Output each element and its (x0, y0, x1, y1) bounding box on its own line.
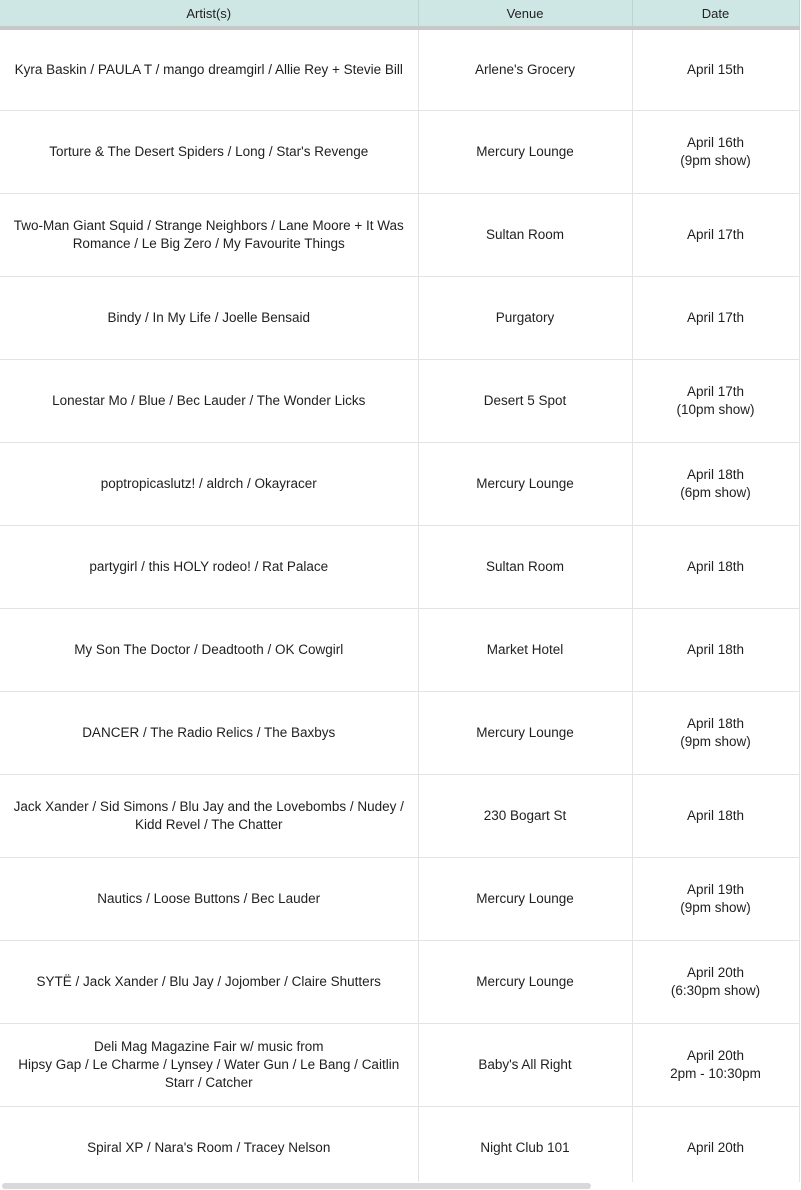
date-cell[interactable] (632, 1107, 799, 1183)
date-cell-text: (6:30pm show) (670, 983, 761, 998)
table-row (0, 775, 799, 858)
venue-cell[interactable]: Arlene's Grocery (418, 28, 632, 111)
date-cell-text: April 18th (686, 467, 745, 482)
date-cell[interactable] (632, 858, 799, 941)
artist-cell-text: Spiral XP / Nara's Room / Tracey Nelson (87, 1140, 331, 1155)
venue-cell[interactable]: Baby's All Right (418, 1024, 632, 1107)
date-cell-text: (6pm show) (680, 485, 751, 500)
table-row (0, 277, 799, 360)
venue-cell[interactable]: Mercury Lounge (418, 111, 632, 194)
table-row (0, 28, 799, 111)
artist-cell[interactable] (0, 692, 418, 775)
venue-cell[interactable]: Mercury Lounge (418, 443, 632, 526)
table-row (0, 1107, 799, 1183)
artist-cell-text: Deli Mag Magazine Fair w/ music from (93, 1039, 324, 1054)
table-row (0, 526, 799, 609)
table-row (0, 941, 799, 1024)
column-header-date[interactable]: Date (632, 0, 799, 28)
artist-cell-text: Nautics / Loose Buttons / Bec Lauder (97, 891, 321, 906)
table-row (0, 858, 799, 941)
artist-cell-text: poptropicaslutz! / aldrch / Okayracer (100, 476, 317, 491)
artist-cell[interactable] (0, 443, 418, 526)
date-cell-text: April 16th (686, 135, 745, 150)
date-cell[interactable] (632, 194, 799, 277)
date-cell-text: April 20th (686, 965, 745, 980)
date-cell[interactable] (632, 941, 799, 1024)
artist-cell[interactable] (0, 194, 418, 277)
artist-cell-text: SYTË / Jack Xander / Blu Jay / Jojomber / Claire Shutters (36, 974, 381, 989)
date-cell-text: April 18th (686, 559, 745, 574)
artist-cell[interactable] (0, 609, 418, 692)
artist-cell[interactable] (0, 1107, 418, 1183)
artist-cell[interactable] (0, 277, 418, 360)
date-cell-text: April 20th (686, 1140, 745, 1155)
date-cell-text: (9pm show) (680, 153, 751, 168)
artist-cell[interactable] (0, 941, 418, 1024)
venue-cell[interactable]: Market Hotel (418, 609, 632, 692)
table-row (0, 443, 799, 526)
date-cell-text: April 17th (686, 227, 745, 242)
date-cell-text: April 18th (686, 808, 745, 823)
scrollbar-thumb[interactable] (2, 1183, 591, 1189)
venue-cell[interactable]: Desert 5 Spot (418, 360, 632, 443)
column-header-artist[interactable]: Artist(s) (0, 0, 418, 28)
artist-cell[interactable] (0, 360, 418, 443)
date-cell[interactable] (632, 526, 799, 609)
date-cell-text: (10pm show) (676, 402, 755, 417)
date-cell[interactable] (632, 360, 799, 443)
artist-cell-text: My Son The Doctor / Deadtooth / OK Cowgirl (74, 642, 344, 657)
artist-cell-text: Bindy / In My Life / Joelle Bensaid (107, 310, 311, 325)
date-cell-text: 2pm - 10:30pm (670, 1066, 761, 1081)
artist-cell[interactable] (0, 858, 418, 941)
artist-cell-text: Hipsy Gap / Le Charme / Lynsey / Water Gun / Le Bang / Caitlin Starr / Catcher (18, 1057, 400, 1090)
date-cell-text: April 18th (686, 716, 745, 731)
artist-cell-text: DANCER / The Radio Relics / The Baxbys (82, 725, 336, 740)
horizontal-scrollbar[interactable] (0, 1182, 801, 1190)
column-header-venue[interactable]: Venue (418, 0, 632, 28)
date-cell-text: April 19th (686, 882, 745, 897)
artist-cell-text: Torture & The Desert Spiders / Long / Star's Revenge (49, 144, 369, 159)
date-cell-text: (9pm show) (680, 900, 751, 915)
artist-cell[interactable] (0, 28, 418, 111)
artist-cell-text: Kyra Baskin / PAULA T / mango dreamgirl / Allie Rey + Stevie Bill (14, 62, 403, 77)
artist-cell[interactable] (0, 775, 418, 858)
date-cell[interactable] (632, 609, 799, 692)
table-row (0, 360, 799, 443)
date-cell-text: April 17th (686, 310, 745, 325)
date-cell[interactable] (632, 775, 799, 858)
venue-cell[interactable]: 230 Bogart St (418, 775, 632, 858)
table-body (0, 28, 799, 1182)
header-row (0, 0, 799, 28)
table-row (0, 1024, 799, 1107)
table-row (0, 692, 799, 775)
date-cell[interactable] (632, 111, 799, 194)
date-cell[interactable] (632, 443, 799, 526)
venue-cell[interactable]: Night Club 101 (418, 1107, 632, 1183)
venue-cell[interactable]: Mercury Lounge (418, 858, 632, 941)
artist-cell-text: Two-Man Giant Squid / Strange Neighbors / Lane Moore + It Was Romance / Le Big Zero / My Favourite Things (13, 218, 404, 251)
date-cell-text: (9pm show) (680, 734, 751, 749)
venue-cell[interactable]: Mercury Lounge (418, 692, 632, 775)
artist-cell[interactable] (0, 111, 418, 194)
table-row (0, 111, 799, 194)
date-cell[interactable] (632, 28, 799, 111)
date-cell[interactable] (632, 1024, 799, 1107)
artist-cell-text: Jack Xander / Sid Simons / Blu Jay and the Lovebombs / Nudey / Kidd Revel / The Chatter (13, 799, 404, 832)
artist-cell-text: Lonestar Mo / Blue / Bec Lauder / The Wonder Licks (52, 393, 366, 408)
date-cell-text: April 18th (686, 642, 745, 657)
artist-cell[interactable] (0, 526, 418, 609)
artist-cell-text: partygirl / this HOLY rodeo! / Rat Palace (89, 559, 329, 574)
table-row (0, 194, 799, 277)
date-cell[interactable] (632, 277, 799, 360)
venue-cell[interactable]: Sultan Room (418, 526, 632, 609)
venue-cell[interactable]: Sultan Room (418, 194, 632, 277)
date-cell-text: April 20th (686, 1048, 745, 1063)
artist-cell[interactable] (0, 1024, 418, 1107)
venue-cell[interactable]: Mercury Lounge (418, 941, 632, 1024)
venue-cell[interactable]: Purgatory (418, 277, 632, 360)
date-cell[interactable] (632, 692, 799, 775)
table-row (0, 609, 799, 692)
date-cell-text: April 15th (686, 62, 745, 77)
date-cell-text: April 17th (686, 384, 745, 399)
